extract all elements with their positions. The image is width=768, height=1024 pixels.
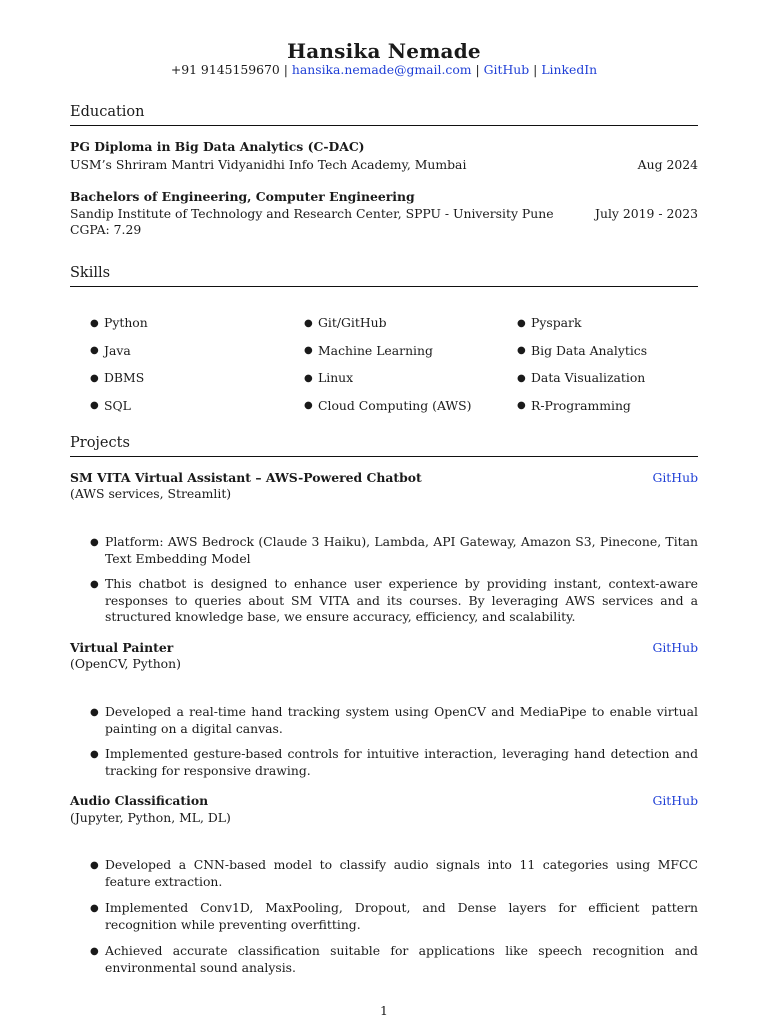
bullet-icon: ● — [304, 400, 313, 412]
project-github-link[interactable]: GitHub — [652, 793, 698, 808]
skill-item: ● R-Programming — [517, 397, 631, 413]
education-degree: Bachelors of Engineering, Computer Engineering — [70, 189, 415, 204]
bullet-icon: ● — [517, 372, 526, 384]
education-item-2-title-row — [70, 189, 698, 206]
project-github-link[interactable]: GitHub — [652, 640, 698, 655]
skill-item: ● Cloud Computing (AWS) — [304, 397, 472, 413]
education-heading: Education — [70, 103, 698, 126]
project-name: Audio Classification — [70, 793, 209, 808]
project-tech-row — [70, 656, 698, 673]
bullet-icon: ● — [90, 707, 99, 718]
candidate-name: Hansika Nemade — [287, 39, 481, 63]
bullet-icon: ● — [517, 345, 526, 357]
education-degree: PG Diploma in Big Data Analytics (C-DAC) — [70, 139, 365, 154]
bullet-icon: ● — [304, 317, 313, 329]
project-title-row — [70, 793, 698, 810]
bullet-icon: ● — [90, 372, 99, 384]
bullet-icon: ● — [90, 946, 99, 957]
bullet-icon: ● — [90, 903, 99, 914]
separator: | — [283, 62, 288, 77]
bullet-icon: ● — [304, 345, 313, 357]
skills-column-1 — [90, 310, 148, 420]
education-cgpa: CGPA: 7.29 — [70, 222, 142, 237]
bullet-icon: ● — [90, 400, 99, 412]
skill-item: ● Python — [90, 315, 148, 331]
skill-item: ● Git/GitHub — [304, 315, 387, 331]
bullet-icon: ● — [517, 317, 526, 329]
bullet-icon: ● — [90, 860, 99, 871]
skill-item: ● Machine Learning — [304, 342, 433, 358]
skill-item: ● DBMS — [90, 370, 145, 386]
skill-item: ● Linux — [304, 370, 354, 386]
project-bullet: ● Implemented Conv1D, MaxPooling, Dropout, and Dense layers for efficient pattern recognition while preventing overfitting. — [90, 900, 698, 932]
skills-column-3 — [517, 310, 647, 420]
contact-line — [0, 62, 768, 79]
separator: | — [533, 62, 538, 77]
phone-number: +91 9145159670 — [170, 62, 280, 77]
skill-item: ● Pyspark — [517, 315, 582, 331]
bullet-icon: ● — [90, 317, 99, 329]
education-date: July 2019 - 2023 — [595, 206, 698, 221]
project-name: SM VITA Virtual Assistant – AWS-Powered Chatbot — [70, 470, 422, 485]
project-title-row — [70, 470, 698, 487]
skill-item: ● Data Visualization — [517, 370, 646, 386]
projects-heading: Projects — [70, 434, 698, 457]
project-title-row — [70, 640, 698, 657]
page-number: 1 — [380, 1003, 388, 1018]
education-item-2-detail-row — [70, 206, 698, 223]
education-item-2-extra-row — [70, 222, 698, 239]
project-bullet: ● This chatbot is designed to enhance user experience by providing instant, context-aware responses to queries about SM VITA and its courses. By leveraging AWS services and a structured knowledge base, we ensure accuracy, efficiency, and scalability. — [90, 576, 698, 625]
bullet-icon: ● — [90, 579, 99, 590]
skills-heading: Skills — [70, 264, 698, 287]
bullet-icon: ● — [304, 372, 313, 384]
project-tech: (OpenCV, Python) — [70, 656, 181, 671]
skill-item: ● Big Data Analytics — [517, 342, 648, 358]
project-bullet: ● Developed a real-time hand tracking system using OpenCV and MediaPipe to enable virtual painting on a digital canvas. — [90, 704, 698, 736]
separator: | — [475, 62, 480, 77]
bullet-icon: ● — [517, 400, 526, 412]
project-tech: (Jupyter, Python, ML, DL) — [70, 810, 231, 825]
education-date: Aug 2024 — [637, 157, 698, 172]
education-item-1-title-row — [70, 139, 698, 156]
email-link[interactable]: hansika.nemade@gmail.com — [291, 62, 472, 77]
project-bullet: ● Achieved accurate classification suitable for applications like speech recognition and environmental sound analysis. — [90, 943, 698, 975]
github-link[interactable]: GitHub — [483, 62, 530, 77]
linkedin-link[interactable]: LinkedIn — [541, 62, 598, 77]
skill-item: ● Java — [90, 342, 131, 358]
project-bullet: ● Developed a CNN-based model to classify audio signals into 11 categories using MFCC feature extraction. — [90, 857, 698, 889]
education-item-1-detail-row — [70, 157, 698, 174]
education-school: Sandip Institute of Technology and Research Center, SPPU - University Pune — [70, 206, 554, 221]
project-tech-row — [70, 486, 698, 503]
project-name: Virtual Painter — [70, 640, 174, 655]
project-tech-row — [70, 810, 698, 827]
project-bullet: ● Implemented gesture-based controls for intuitive interaction, leveraging hand detection and tracking for responsive drawing. — [90, 746, 698, 778]
bullet-icon: ● — [90, 345, 99, 357]
skill-item: ● SQL — [90, 397, 131, 413]
project-github-link[interactable]: GitHub — [652, 470, 698, 485]
project-tech: (AWS services, Streamlit) — [70, 486, 232, 501]
education-school: USM’s Shriram Mantri Vidyanidhi Info Tech Academy, Mumbai — [70, 157, 467, 172]
skills-column-2 — [304, 310, 472, 420]
bullet-icon: ● — [90, 537, 99, 548]
bullet-icon: ● — [90, 749, 99, 760]
project-bullet: ● Platform: AWS Bedrock (Claude 3 Haiku), Lambda, API Gateway, Amazon S3, Pinecone, Titan Text Embedding Model — [90, 534, 698, 566]
